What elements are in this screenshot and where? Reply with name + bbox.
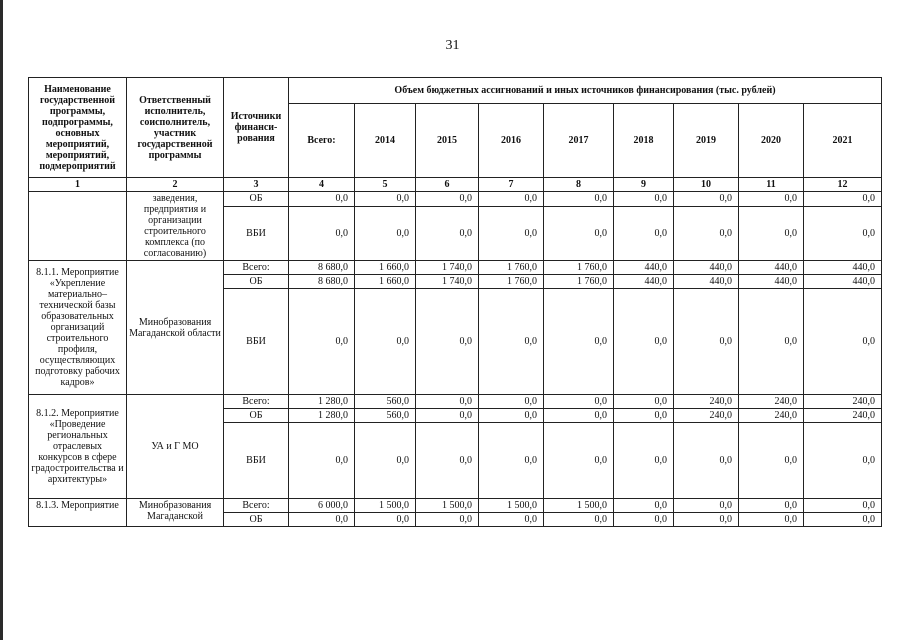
year-value-cell: 0,0 (614, 409, 674, 423)
table-body (29, 192, 882, 527)
column-number: 5 (355, 178, 416, 192)
year-value-cell: 1 500,0 (355, 499, 416, 513)
year-value-cell: 240,0 (739, 395, 804, 409)
year-value-cell: 0,0 (416, 206, 479, 260)
year-value-cell: 240,0 (739, 409, 804, 423)
year-value-cell: 0,0 (479, 409, 544, 423)
year-value-cell: 240,0 (674, 409, 739, 423)
year-value-cell: 0,0 (614, 289, 674, 395)
year-value-cell: 0,0 (804, 499, 882, 513)
year-value-cell: 240,0 (804, 409, 882, 423)
total-value-cell: 6 000,0 (289, 499, 355, 513)
total-value-cell: 8 680,0 (289, 275, 355, 289)
year-value-cell: 0,0 (416, 409, 479, 423)
source-cell: Всего: (224, 395, 289, 409)
table-row (29, 499, 882, 513)
header-name: Наименование государственной программы, подпрограммы, основных мероприятий, мероприятий, подмероприятий (29, 78, 127, 178)
year-value-cell: 0,0 (674, 499, 739, 513)
header-year: 2017 (544, 104, 614, 178)
year-value-cell: 1 760,0 (544, 261, 614, 275)
measure-name-cell: 8.1.1. Мероприятие «Укрепление материально–технической базы образовательных организаций строительного профиля, осуществляющих подготовку рабочих кадров» (29, 261, 127, 395)
column-number: 8 (544, 178, 614, 192)
column-number: 9 (614, 178, 674, 192)
year-value-cell: 0,0 (614, 499, 674, 513)
year-value-cell: 0,0 (674, 206, 739, 260)
year-value-cell: 0,0 (804, 289, 882, 395)
year-value-cell: 240,0 (674, 395, 739, 409)
year-value-cell: 440,0 (804, 275, 882, 289)
measure-name-cell (29, 192, 127, 261)
page-number: 31 (445, 38, 460, 53)
year-value-cell: 0,0 (739, 192, 804, 207)
year-value-cell: 0,0 (355, 513, 416, 527)
header-year: 2016 (479, 104, 544, 178)
source-cell: ВБИ (224, 289, 289, 395)
executor-cell: УА и Г МО (127, 395, 224, 499)
year-value-cell: 0,0 (544, 395, 614, 409)
column-number: 6 (416, 178, 479, 192)
source-cell: ВБИ (224, 206, 289, 260)
year-value-cell: 0,0 (544, 192, 614, 207)
total-value-cell: 0,0 (289, 192, 355, 207)
header-executor: Ответственный исполнитель, соисполнитель, участник государственной программы (127, 78, 224, 178)
year-value-cell: 0,0 (416, 513, 479, 527)
total-value-cell: 0,0 (289, 423, 355, 499)
header-year: 2018 (614, 104, 674, 178)
year-value-cell: 0,0 (479, 206, 544, 260)
year-value-cell: 0,0 (355, 206, 416, 260)
header-year: 2015 (416, 104, 479, 178)
year-value-cell: 1 740,0 (416, 275, 479, 289)
source-cell: ВБИ (224, 423, 289, 499)
column-number: 12 (804, 178, 882, 192)
year-value-cell: 0,0 (544, 289, 614, 395)
year-value-cell: 1 500,0 (416, 499, 479, 513)
total-value-cell: 1 280,0 (289, 395, 355, 409)
year-value-cell: 440,0 (739, 275, 804, 289)
year-value-cell: 0,0 (739, 423, 804, 499)
source-cell: ОБ (224, 192, 289, 207)
year-value-cell: 440,0 (804, 261, 882, 275)
header-year: 2020 (739, 104, 804, 178)
column-number: 10 (674, 178, 739, 192)
header-year: 2019 (674, 104, 739, 178)
year-value-cell: 0,0 (674, 192, 739, 207)
header-volume: Объем бюджетных ассигнований и иных источников финансирования (тыс. рублей) (289, 78, 882, 104)
column-number: 11 (739, 178, 804, 192)
year-value-cell: 440,0 (614, 261, 674, 275)
column-number: 2 (127, 178, 224, 192)
year-value-cell: 1 760,0 (479, 261, 544, 275)
year-value-cell: 560,0 (355, 409, 416, 423)
year-value-cell: 0,0 (355, 192, 416, 207)
year-value-cell: 0,0 (355, 289, 416, 395)
year-value-cell: 0,0 (674, 289, 739, 395)
total-value-cell: 1 280,0 (289, 409, 355, 423)
year-value-cell: 0,0 (739, 513, 804, 527)
table-row (29, 395, 882, 409)
year-value-cell: 0,0 (479, 423, 544, 499)
year-value-cell: 0,0 (544, 409, 614, 423)
year-value-cell: 0,0 (614, 423, 674, 499)
year-value-cell: 1 500,0 (544, 499, 614, 513)
year-value-cell: 0,0 (416, 423, 479, 499)
year-value-cell: 0,0 (674, 423, 739, 499)
year-value-cell: 440,0 (674, 261, 739, 275)
year-value-cell: 0,0 (416, 395, 479, 409)
budget-table (28, 77, 882, 527)
year-value-cell: 1 740,0 (416, 261, 479, 275)
total-value-cell: 8 680,0 (289, 261, 355, 275)
year-value-cell: 0,0 (479, 192, 544, 207)
column-number: 1 (29, 178, 127, 192)
header-year: 2021 (804, 104, 882, 178)
total-value-cell: 0,0 (289, 289, 355, 395)
measure-name-cell: 8.1.2. Мероприятие «Проведение региональных отраслевых конкурсов в сфере градостроительства и архитектуры» (29, 395, 127, 499)
year-value-cell: 0,0 (804, 423, 882, 499)
year-value-cell: 440,0 (614, 275, 674, 289)
table-row (29, 192, 882, 207)
page-edge-border (0, 0, 3, 640)
year-value-cell: 0,0 (416, 289, 479, 395)
total-value-cell: 0,0 (289, 513, 355, 527)
year-value-cell: 0,0 (544, 513, 614, 527)
year-value-cell: 240,0 (804, 395, 882, 409)
year-value-cell: 0,0 (355, 423, 416, 499)
column-number: 4 (289, 178, 355, 192)
year-value-cell: 0,0 (614, 192, 674, 207)
year-value-cell: 0,0 (544, 206, 614, 260)
column-number-row (29, 178, 882, 192)
table-row (29, 261, 882, 275)
year-value-cell: 0,0 (614, 395, 674, 409)
source-cell: ОБ (224, 513, 289, 527)
year-value-cell: 0,0 (739, 499, 804, 513)
year-value-cell: 0,0 (479, 395, 544, 409)
year-value-cell: 0,0 (416, 192, 479, 207)
year-value-cell: 1 760,0 (544, 275, 614, 289)
executor-cell: Минобразования Магаданской (127, 499, 224, 527)
year-value-cell: 0,0 (479, 513, 544, 527)
year-value-cell: 1 660,0 (355, 261, 416, 275)
year-value-cell: 1 500,0 (479, 499, 544, 513)
header-year: 2014 (355, 104, 416, 178)
year-value-cell: 0,0 (804, 192, 882, 207)
year-value-cell: 0,0 (544, 423, 614, 499)
year-value-cell: 0,0 (674, 513, 739, 527)
total-value-cell: 0,0 (289, 206, 355, 260)
year-value-cell: 0,0 (614, 513, 674, 527)
year-value-cell: 1 760,0 (479, 275, 544, 289)
column-number: 7 (479, 178, 544, 192)
source-cell: Всего: (224, 499, 289, 513)
year-value-cell: 0,0 (804, 206, 882, 260)
measure-name-cell: 8.1.3. Мероприятие (29, 499, 127, 527)
year-value-cell: 0,0 (804, 513, 882, 527)
executor-cell: Минобразования Магаданской области (127, 261, 224, 395)
year-value-cell: 440,0 (739, 261, 804, 275)
year-value-cell: 0,0 (479, 289, 544, 395)
year-value-cell: 0,0 (739, 289, 804, 395)
year-value-cell: 0,0 (614, 206, 674, 260)
year-value-cell: 440,0 (674, 275, 739, 289)
column-number: 3 (224, 178, 289, 192)
source-cell: ОБ (224, 275, 289, 289)
year-value-cell: 0,0 (739, 206, 804, 260)
header-total: Всего: (289, 104, 355, 178)
year-value-cell: 560,0 (355, 395, 416, 409)
header-sources: Источники финанси-рования (224, 78, 289, 178)
source-cell: Всего: (224, 261, 289, 275)
executor-cell: заведения, предприятия и организации строительного комплекса (по согласованию) (127, 192, 224, 261)
source-cell: ОБ (224, 409, 289, 423)
year-value-cell: 1 660,0 (355, 275, 416, 289)
table-header (29, 78, 882, 192)
